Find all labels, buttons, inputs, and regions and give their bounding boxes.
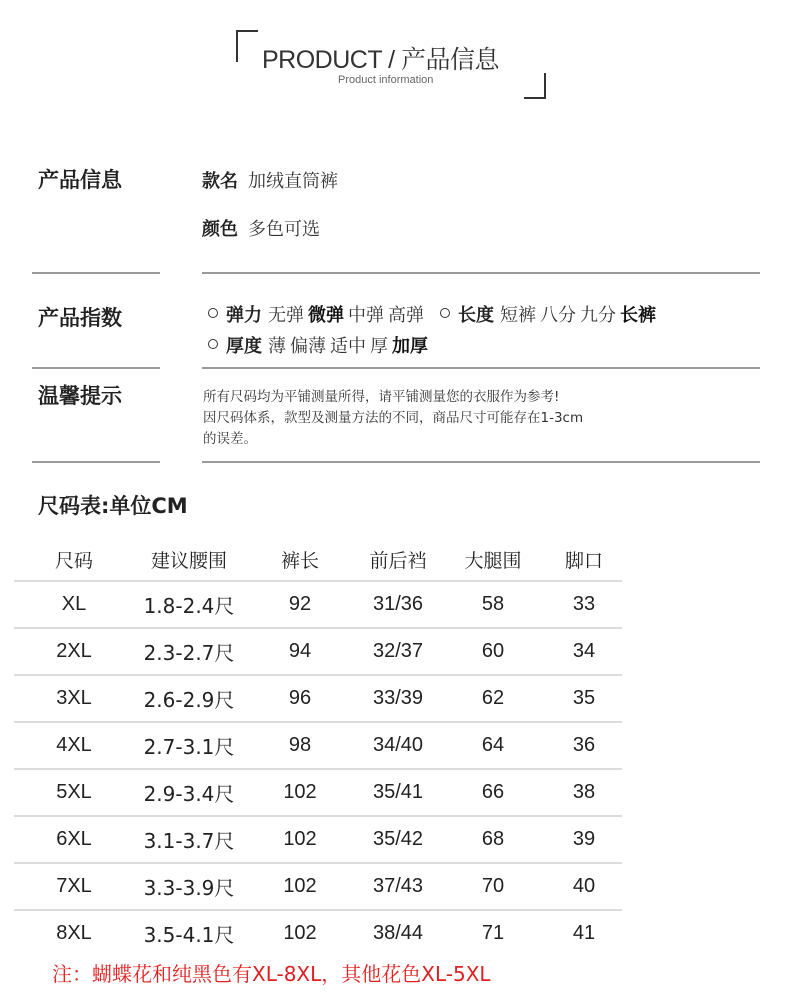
table-row bbox=[14, 628, 622, 675]
table-cell: 102 bbox=[244, 863, 356, 910]
table-row bbox=[14, 863, 622, 910]
table-cell: 41 bbox=[546, 910, 622, 956]
table-cell: 60 bbox=[440, 628, 546, 675]
table-cell: 35/42 bbox=[356, 816, 440, 863]
header-cell: 前后裆 bbox=[369, 549, 427, 572]
table-cell: 4XL bbox=[14, 722, 134, 769]
tips-label: 温馨提示 bbox=[38, 384, 122, 408]
elasticity-option: 高弹 bbox=[388, 305, 424, 326]
table-cell: 7XL bbox=[14, 863, 134, 910]
header-title: PRODUCT / 产品信息 bbox=[262, 46, 499, 74]
table-cell: 3.5-4.1尺 bbox=[134, 910, 244, 956]
table-cell: 38/44 bbox=[356, 910, 440, 956]
product-info-label: 产品信息 bbox=[38, 168, 122, 192]
table-cell: 58 bbox=[440, 581, 546, 628]
table-cell: 40 bbox=[546, 863, 622, 910]
thickness-option-selected: 加厚 bbox=[392, 336, 428, 357]
style-name-key: 款名 bbox=[202, 171, 238, 192]
table-cell: 62 bbox=[440, 675, 546, 722]
table-cell: 68 bbox=[440, 816, 546, 863]
availability-note: 注：蝴蝶花和纯黑色有XL-8XL，其他花色XL-5XL bbox=[52, 962, 491, 986]
table-cell: 38 bbox=[546, 769, 622, 816]
divider-left-2 bbox=[32, 367, 160, 369]
table-cell: 39 bbox=[546, 816, 622, 863]
elasticity-option: 中弹 bbox=[348, 305, 384, 326]
table-cell: 33 bbox=[546, 581, 622, 628]
table-cell: 70 bbox=[440, 863, 546, 910]
table-cell: 35/41 bbox=[356, 769, 440, 816]
table-cell: 6XL bbox=[14, 816, 134, 863]
style-name-field bbox=[202, 167, 338, 193]
table-cell: XL bbox=[14, 581, 134, 628]
divider-right-3 bbox=[202, 461, 760, 463]
table-cell: 34/40 bbox=[356, 722, 440, 769]
color-key: 颜色 bbox=[202, 219, 238, 240]
table-cell: 31/36 bbox=[356, 581, 440, 628]
length-option: 九分 bbox=[580, 305, 616, 326]
table-row bbox=[14, 581, 622, 628]
table-cell: 33/39 bbox=[356, 675, 440, 722]
table-cell: 2XL bbox=[14, 628, 134, 675]
thickness-option: 厚 bbox=[370, 336, 388, 357]
bullet-circle-icon bbox=[208, 339, 218, 349]
color-field bbox=[202, 215, 320, 241]
table-cell: 102 bbox=[244, 769, 356, 816]
header-cell: 尺码 bbox=[54, 549, 93, 572]
table-cell: 35 bbox=[546, 675, 622, 722]
table-cell: 1.8-2.4尺 bbox=[134, 581, 244, 628]
table-cell: 3.3-3.9尺 bbox=[134, 863, 244, 910]
divider-left-3 bbox=[32, 461, 160, 463]
style-name-value: 加绒直筒裤 bbox=[248, 171, 338, 192]
tip-line: 所有尺码均为平铺测量所得，请平铺测量您的衣服作为参考! bbox=[203, 389, 560, 405]
table-cell: 2.6-2.9尺 bbox=[134, 675, 244, 722]
length-option: 八分 bbox=[540, 305, 576, 326]
table-cell: 102 bbox=[244, 816, 356, 863]
thickness-option: 适中 bbox=[330, 336, 366, 357]
table-cell: 102 bbox=[244, 910, 356, 956]
table-cell: 32/37 bbox=[356, 628, 440, 675]
table-row bbox=[14, 722, 622, 769]
header-corner-top-left bbox=[236, 30, 258, 62]
length-name: 长度 bbox=[458, 305, 494, 326]
table-cell: 71 bbox=[440, 910, 546, 956]
index-line-2 bbox=[208, 332, 432, 358]
elasticity-option-selected: 微弹 bbox=[308, 305, 344, 326]
header-cell: 脚口 bbox=[564, 549, 603, 572]
table-cell: 34 bbox=[546, 628, 622, 675]
elasticity-option: 无弹 bbox=[268, 305, 304, 326]
table-row bbox=[14, 816, 622, 863]
bullet-circle-icon bbox=[440, 308, 450, 318]
table-cell: 3XL bbox=[14, 675, 134, 722]
header-cell: 建议腰围 bbox=[150, 549, 227, 572]
thickness-name: 厚度 bbox=[226, 336, 262, 357]
table-cell: 2.3-2.7尺 bbox=[134, 628, 244, 675]
table-cell: 2.7-3.1尺 bbox=[134, 722, 244, 769]
table-cell: 3.1-3.7尺 bbox=[134, 816, 244, 863]
table-cell: 36 bbox=[546, 722, 622, 769]
tip-line: 因尺码体系，款型及测量方法的不同，商品尺寸可能存在1-3cm bbox=[203, 410, 584, 426]
tip-line: 的误差。 bbox=[203, 431, 257, 447]
index-line-1 bbox=[208, 301, 660, 327]
divider-right-2 bbox=[202, 367, 760, 369]
header-subtitle: Product information bbox=[338, 74, 434, 86]
thickness-option: 薄 bbox=[268, 336, 286, 357]
header-corner-bottom-right bbox=[524, 73, 546, 99]
table-cell: 64 bbox=[440, 722, 546, 769]
table-cell: 37/43 bbox=[356, 863, 440, 910]
length-option-selected: 长裤 bbox=[620, 305, 656, 326]
product-index-label: 产品指数 bbox=[38, 306, 122, 330]
table-cell: 5XL bbox=[14, 769, 134, 816]
table-cell: 2.9-3.4尺 bbox=[134, 769, 244, 816]
table-cell: 94 bbox=[244, 628, 356, 675]
thickness-option: 偏薄 bbox=[290, 336, 326, 357]
table-cell: 92 bbox=[244, 581, 356, 628]
table-row bbox=[14, 769, 622, 816]
bullet-circle-icon bbox=[208, 308, 218, 318]
table-cell: 96 bbox=[244, 675, 356, 722]
table-cell: 66 bbox=[440, 769, 546, 816]
size-table bbox=[14, 538, 622, 956]
color-value: 多色可选 bbox=[248, 219, 320, 240]
divider-left-1 bbox=[32, 272, 160, 274]
header-cell: 裤长 bbox=[280, 549, 319, 572]
header-cell: 大腿围 bbox=[464, 549, 522, 572]
table-cell: 8XL bbox=[14, 910, 134, 956]
table-cell: 98 bbox=[244, 722, 356, 769]
size-table-header bbox=[14, 538, 622, 581]
table-row bbox=[14, 910, 622, 956]
elasticity-name: 弹力 bbox=[226, 305, 262, 326]
length-option: 短裤 bbox=[500, 305, 536, 326]
table-row bbox=[14, 675, 622, 722]
size-chart-title: 尺码表:单位CM bbox=[38, 494, 188, 518]
divider-right-1 bbox=[202, 272, 760, 274]
